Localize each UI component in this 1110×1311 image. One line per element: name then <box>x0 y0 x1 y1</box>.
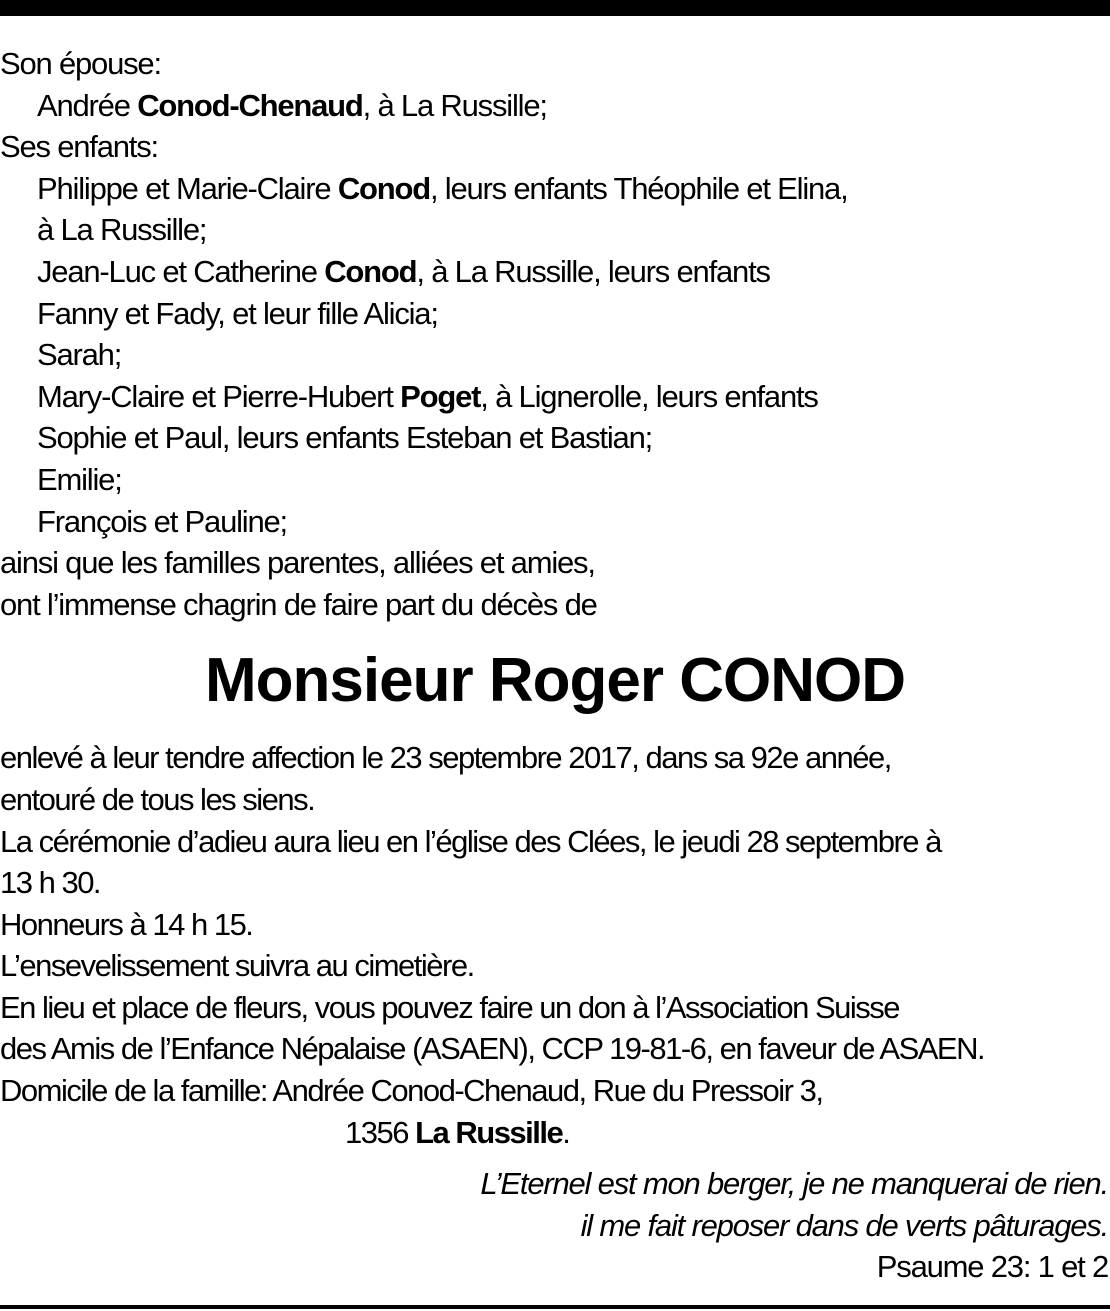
verse-reference: Psaume 23: 1 et 2 <box>876 1249 1108 1285</box>
child-1-cont: à La Russille; <box>37 212 207 248</box>
verse-gap <box>0 1153 1110 1163</box>
child-3-surname: Poget <box>400 378 481 414</box>
deceased-name: Monsieur Roger CONOD <box>205 646 905 716</box>
spouse-suffix: , à La Russille; <box>362 87 547 123</box>
city-name: La Russille <box>415 1114 563 1150</box>
child-1-surname: Conod <box>337 170 430 206</box>
spouse-line <box>0 85 1110 127</box>
child-1-line <box>0 168 1110 210</box>
child-2-prefix: Jean-Luc et Catherine <box>37 253 325 289</box>
postal-code: 1356 <box>345 1114 416 1150</box>
body-line-7: En lieu et place de fleurs, vous pouvez faire un don à l’Association Suisse <box>0 989 900 1025</box>
ceremony-details <box>0 737 1110 1153</box>
verse-line-1: L’Eternel est mon berger, je ne manquerai de rien. <box>480 1166 1108 1202</box>
child-2-cont: Fanny et Fady, et leur fille Alicia; <box>37 295 438 331</box>
child-3-suffix: , à Lignerolle, leurs enfants <box>480 378 818 414</box>
child-3-line <box>0 376 1110 418</box>
child-2-suffix: , à La Russille, leurs enfants <box>416 253 770 289</box>
body-line-4: 13 h 30. <box>0 865 101 901</box>
address-city-line <box>0 1112 1110 1154</box>
body-line-1: enlevé à leur tendre affection le 23 septembre 2017, dans sa 92e année, <box>0 740 891 776</box>
verse-line-2: il me fait reposer dans de verts pâturages. <box>580 1207 1108 1243</box>
top-rule <box>0 0 1110 16</box>
body-line-9: Domicile de la famille: Andrée Conod-Chenaud, Rue du Pressoir 3, <box>0 1073 823 1109</box>
families-line: ainsi que les familles parentes, alliées et amies, <box>0 545 595 581</box>
spouse-surname: Conod-Chenaud <box>137 87 363 123</box>
grandchild-sarah: Sarah; <box>37 337 122 373</box>
grandchild-francois: François et Pauline; <box>37 503 287 539</box>
child-3-prefix: Mary-Claire et Pierre-Hubert <box>37 378 401 414</box>
grandchild-emilie: Emilie; <box>37 461 122 497</box>
children-label: Ses enfants: <box>0 129 158 165</box>
body-line-6: L’ensevelissement suivra au cimetière. <box>0 948 474 984</box>
address-period: . <box>562 1114 570 1150</box>
spouse-label: Son épouse: <box>0 46 161 81</box>
child-2-line <box>0 251 1110 293</box>
bottom-rule <box>0 1305 1110 1309</box>
body-line-2: entouré de tous les siens. <box>0 781 315 817</box>
child-1-prefix: Philippe et Marie-Claire <box>37 170 338 206</box>
body-line-5: Honneurs à 14 h 15. <box>0 906 253 942</box>
child-1-suffix: , leurs enfants Théophile et Elina, <box>429 170 848 206</box>
body-line-3: La cérémonie d’adieu aura lieu en l’église des Clées, le jeudi 28 septembre à <box>0 823 941 859</box>
child-2-surname: Conod <box>324 253 417 289</box>
spouse-prefix: Andrée <box>37 87 138 123</box>
announcement-line: ont l’immense chagrin de faire part du décès de <box>0 586 597 622</box>
child-3-cont: Sophie et Paul, leurs enfants Esteban et Bastian; <box>37 420 653 456</box>
body-line-8: des Amis de l’Enfance Népalaise (ASAEN), CCP 19-81-6, en faveur de ASAEN. <box>0 1031 985 1067</box>
obituary-notice <box>0 43 1110 1288</box>
